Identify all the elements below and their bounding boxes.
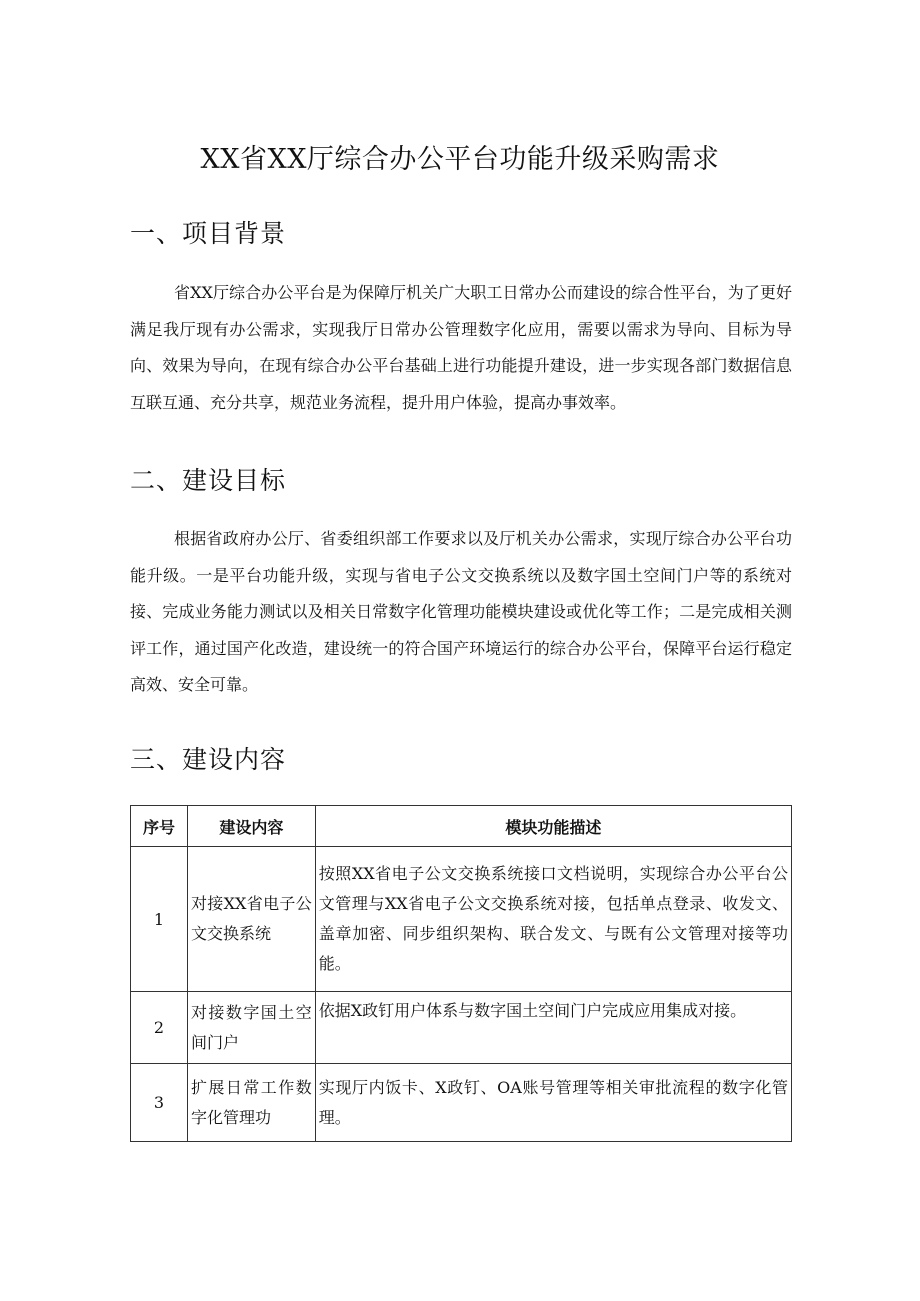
row-number: 3	[131, 1064, 188, 1142]
table-header-row	[131, 806, 792, 847]
row-content: 对接数字国土空间门户	[187, 992, 315, 1064]
section-heading-goals: 二、建设目标	[130, 466, 287, 495]
document-title: XX省XX厅综合办公平台功能升级采购需求	[200, 144, 720, 175]
content-table	[130, 805, 792, 1142]
row-description: 按照XX省电子公文交换系统接口文档说明，实现综合办公平台公文管理与XX省电子公文交换系统对接，包括单点登录、收发文、盖章加密、同步组织架构、联合发文、与既有公文管理对接等功能。	[315, 847, 791, 992]
table-row	[131, 992, 792, 1064]
header-cell-number: 序号	[131, 806, 188, 847]
section-paragraph-background: 省XX厅综合办公平台是为保障厅机关广大职工日常办公而建设的综合性平台，为了更好满足我厅现有办公需求，实现我厅日常办公管理数字化应用，需要以需求为导向、目标为导向、效果为导向，在现有综合办公平台基础上进行功能提升建设，进一步实现各部门数据信息互联互通、充分共享，规范业务流程，提升用户体验，提高办事效率。	[130, 283, 792, 412]
row-number: 1	[131, 847, 188, 992]
header-cell-description: 模块功能描述	[315, 806, 791, 847]
row-description: 依据X政钉用户体系与数字国土空间门户完成应用集成对接。	[315, 992, 791, 1064]
section-heading-content: 三、建设内容	[130, 745, 287, 774]
header-cell-content: 建设内容	[187, 806, 315, 847]
section-paragraph-goals: 根据省政府办公厅、省委组织部工作要求以及厅机关办公需求，实现厅综合办公平台功能升级。一是平台功能升级，实现与省电子公文交换系统以及数字国土空间门户等的系统对接、完成业务能力测试以及相关日常数字化管理功能模块建设或优化等工作；二是完成相关测评工作，通过国产化改造，建设统一的符合国产环境运行的综合办公平台，保障平台运行稳定高效、安全可靠。	[130, 529, 792, 694]
section-heading-background: 一、项目背景	[130, 219, 287, 248]
table-row	[131, 847, 792, 992]
row-number: 2	[131, 992, 188, 1064]
row-content: 对接XX省电子公文交换系统	[187, 847, 315, 992]
table-row	[131, 1064, 792, 1142]
row-content: 扩展日常工作数字化管理功	[187, 1064, 315, 1142]
row-description: 实现厅内饭卡、X政钉、OA账号管理等相关审批流程的数字化管理。	[315, 1064, 791, 1142]
